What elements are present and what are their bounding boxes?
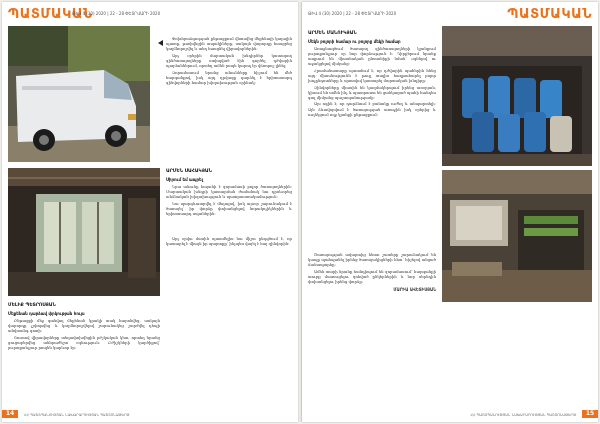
article-section-1 — [166, 166, 292, 232]
magazine-logo: ՊԱՏՄԱԿԱՆ — [507, 7, 592, 22]
photo-van — [8, 26, 150, 162]
section-paragraph: Շուտով վիրավորները տեղափոխվեցին բժշկական կետ, որտեղ նրանց ցուցաբերվեց անհրաժեշտ օգնություն: Բժիշկների կարծիքով՝ յուրաքանչյուր րոպեն կարևոր էր: — [8, 334, 160, 350]
left-page — [2, 2, 298, 422]
section-subheading: Սիրում եմ ապրել — [166, 176, 203, 182]
section-paragraph: Զինվորները միասին են կազմակերպում իրենց առօրյան, կիսում են ամեն ինչ և պատրաստ են ցանկացած պահի հանդես գալ միմյանց պաշտպանությամբ: — [308, 84, 436, 100]
bullet-icon — [158, 40, 163, 46]
page-number: 15 — [582, 410, 598, 418]
article-section-2-right-col — [166, 236, 292, 412]
photo-room-image — [442, 170, 592, 302]
issue-line: ԹԻՎ 4 (30) 2020 | 22 - 28 ՓԵՏՐՎԱՐԻ 2020 — [308, 11, 397, 16]
photo-room — [442, 170, 592, 302]
footer-text: ՀՀ ՊԱՇՏՊԱՆՈՒԹՅԱՆ ՆԱԽԱՐԱՐՈՒԹՅԱՆ ՊԱՇՏՈՆԱԹԵՐԹ — [470, 413, 576, 417]
photo-van-image — [8, 26, 150, 162]
section-paragraph: Առաջնագծում ծառայող զինծառայողների կյանքում յուրաքանչյուր օր նոր փորձություն է: Դիրքերում նրանք ապրում են միասնական ընտանիքի նման՝ օգնելով ու աջակցելով միմյանց: — [308, 46, 436, 67]
article-section-2 — [8, 300, 160, 412]
page-number: 14 — [2, 410, 18, 418]
article-section-3 — [308, 28, 436, 248]
section-paragraph: Այդ օրվա մասին պատմելիս նա միշտ ընդգծում է, որ կատարել է միայն իր պարտքը՝ ինչպես վայել է հայ զինվորին: — [166, 236, 292, 247]
section-paragraph: Նա պարգևատրվել է մեդալով, իսկ այսօր շարունակում է ծառայել՝ իր փորձը փոխանցելով նորակոչիկներին և երիտասարդ սպաներին: — [166, 200, 292, 216]
intro-paragraph: Փոխհրաձգության ընթացքում վնասվեց մեքենայի կողային պատը, թափվեցին ապակիները, սակայն վարորդը հասցրեց կողմնորոշվել և տեղ հասցնել վիրավորներին: — [166, 36, 292, 52]
section-heading: ԱՐՄԵՆ ՄԱՆՈՒԿՅԱՆ — [308, 31, 357, 36]
section-paragraph: Հրամանատարը պատմում է, որ դժվարին պահերին հենց այդ միասնությունն է թույլ տալիս հաղթահարել բոլոր խոչընդոտները և պատվով կատարել մարտական խնդիրը: — [308, 67, 436, 84]
section-paragraph: Ծառայության ավարտից հետո շատերը շարունակում են կապը պահպանել իրենց ծառայակիցների հետ՝ հիշելով անցած ճանապարհը: — [308, 252, 436, 268]
section-subheading: Մեքենան դարձավ փրկության հույս — [8, 310, 85, 316]
photo-bottles — [442, 26, 592, 166]
right-page — [302, 2, 598, 422]
intro-column — [166, 36, 292, 166]
magazine-logo: ՊԱՏՄԱԿԱՆ — [8, 7, 93, 22]
article-section-4 — [308, 252, 436, 386]
intro-paragraph: Այդ օրերին մարտական խնդիրներ կատարող զինծառայողները ստիպված էին գործել դժվարին պայմաններում, որտեղ ամեն րոպե կարող էր վճռորոշ լինել: — [166, 52, 292, 68]
left-footer — [2, 410, 298, 418]
author-signature: ՄԱՐԻԱ ԱՎԵՏԻՍՅԱՆ — [393, 287, 436, 293]
issue-line: ԹԻՎ 4 (30) 2020 | 22 - 28 ՓԵՏՐՎԱՐԻ 2020 — [72, 11, 161, 16]
photo-interior-image — [8, 168, 160, 296]
section-paragraph: Ընթացքի մեջ գտնվող մեքենան կրակի տակ հայտնվեց, սակայն վարորդը չշփոթվեց և կողմնորոշվելով շարունակեց շարժվել դեպի անվտանգ գոտի: — [8, 318, 160, 334]
section-paragraph: Ամեն տարի նրանք հանդիպում են զորամասում՝ հարգանքի տուրք մատուցելու զոհված ընկերներին և նոր սերնդին փոխանցելու իրենց փորձը: — [308, 268, 436, 284]
section-subheading: Մեկն բոլորի համար ու բոլորը մեկի համար — [308, 38, 401, 44]
section-heading: ԱՐՄԵՆ ՍԱՀԱԿՅԱՆ — [166, 169, 212, 174]
photo-interior — [8, 168, 160, 296]
right-footer — [302, 410, 598, 418]
intro-paragraph: Զորամասում նրանց անունները հիշում են մեծ հարգանքով, իսկ այդ դրվագը դարձել է երիտասարդ զինվորների համար խիզախության օրինակ: — [166, 69, 292, 85]
footer-text: ՀՀ ՊԱՇՏՊԱՆՈՒԹՅԱՆ ՆԱԽԱՐԱՐՈՒԹՅԱՆ ՊԱՇՏՈՆԱԹԵՐԹ — [24, 413, 130, 417]
section-paragraph: Նրա անունը հայտնի է զորամասի բոլոր ծառայողներին: Մարտական խնդրի կատարման ժամանակ նա դրսևորեց անձնական խիզախություն և պատրաստակամություն: — [166, 184, 292, 200]
photo-bottles-image — [442, 26, 592, 166]
section-paragraph: Այս ոգին է, որ դարձնում է բանակը ուժեղ և անպարտելի: Այն ձևավորվում է ծառայության առաջին իսկ օրերից և ուղեկցում ողջ կյանքի ընթացքում: — [308, 101, 436, 117]
section-heading: ՄԵԼԻՔ ՊԵՏՐՈՍՅԱՆ — [8, 303, 56, 308]
